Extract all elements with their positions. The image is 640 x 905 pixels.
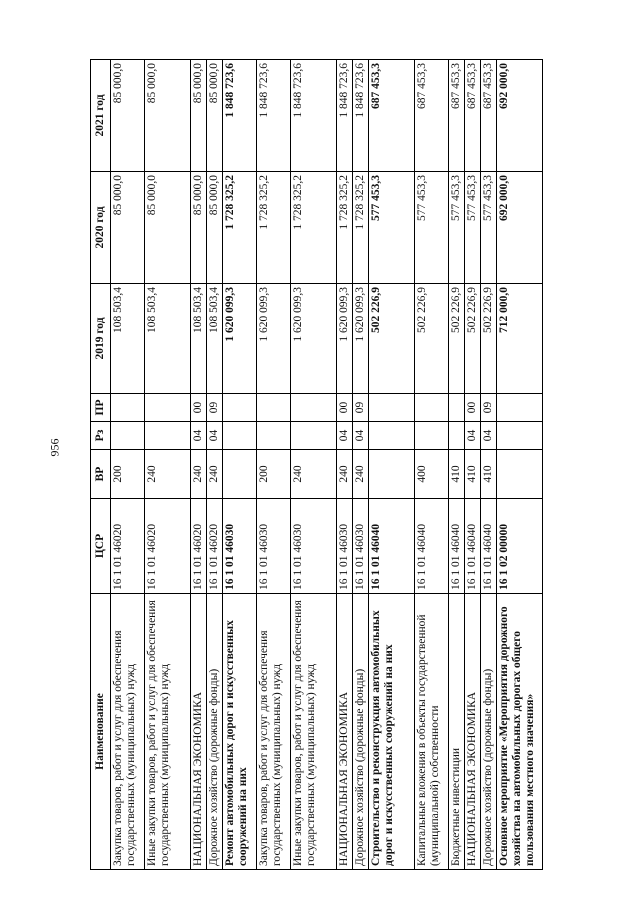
cell-2020: 577 453,3	[465, 172, 481, 284]
cell-rz: 04	[481, 422, 497, 450]
cell-2019: 1 620 099,3	[223, 284, 257, 394]
cell-2020: 1 728 325,2	[223, 172, 257, 284]
header-vr: ВР	[91, 450, 111, 499]
cell-rz: 04	[191, 422, 207, 450]
cell-vr: 240	[191, 450, 207, 499]
cell-2019: 502 226,9	[415, 284, 449, 394]
cell-rz	[223, 422, 257, 450]
cell-name: Дорожное хозяйство (дорожные фонды)	[207, 594, 223, 870]
cell-2020: 85 000,0	[191, 172, 207, 284]
cell-rz: 04	[207, 422, 223, 450]
cell-csr: 16 1 01 46030	[223, 499, 257, 594]
cell-2019: 502 226,9	[449, 284, 465, 394]
cell-vr: 200	[257, 450, 291, 499]
cell-csr: 16 1 01 46030	[353, 499, 369, 594]
cell-2021: 1 848 723,6	[337, 60, 353, 172]
cell-2020: 577 453,3	[449, 172, 465, 284]
cell-vr	[369, 450, 415, 499]
table-row	[497, 60, 543, 870]
cell-name: Иные закупки товаров, работ и услуг для обеспечения государственных (муниципальных) нужд	[145, 594, 191, 870]
cell-2020: 85 000,0	[145, 172, 191, 284]
cell-2021: 687 453,3	[481, 60, 497, 172]
cell-name: Иные закупки товаров, работ и услуг для обеспечения государственных (муниципальных) нужд	[291, 594, 337, 870]
cell-rz	[145, 422, 191, 450]
cell-csr: 16 1 01 46040	[481, 499, 497, 594]
cell-2020: 1 728 325,2	[337, 172, 353, 284]
page-number: 956	[47, 438, 62, 457]
cell-vr: 240	[337, 450, 353, 499]
cell-vr: 410	[481, 450, 497, 499]
cell-pr: 09	[353, 394, 369, 422]
cell-name: Строительство и реконструкция автомобильных дорог и искусственных сооружений на них	[369, 594, 415, 870]
cell-csr: 16 1 01 46040	[415, 499, 449, 594]
cell-vr	[497, 450, 543, 499]
rotated-table-container	[90, 60, 536, 870]
cell-2020: 1 728 325,2	[291, 172, 337, 284]
cell-rz: 04	[353, 422, 369, 450]
cell-2021: 687 453,3	[415, 60, 449, 172]
cell-2020: 577 453,3	[369, 172, 415, 284]
table-row	[415, 60, 449, 870]
cell-csr: 16 1 01 46020	[207, 499, 223, 594]
cell-rz	[257, 422, 291, 450]
cell-2019: 108 503,4	[111, 284, 145, 394]
cell-2021: 85 000,0	[111, 60, 145, 172]
cell-2021: 687 453,3	[369, 60, 415, 172]
cell-vr: 240	[291, 450, 337, 499]
cell-2021: 85 000,0	[191, 60, 207, 172]
table-row	[353, 60, 369, 870]
cell-2019: 1 620 099,3	[257, 284, 291, 394]
cell-name: Дорожное хозяйство (дорожные фонды)	[353, 594, 369, 870]
table-row	[291, 60, 337, 870]
cell-vr: 410	[449, 450, 465, 499]
table-row	[145, 60, 191, 870]
table-row	[207, 60, 223, 870]
cell-csr: 16 1 01 46040	[465, 499, 481, 594]
cell-csr: 16 1 01 46030	[337, 499, 353, 594]
cell-pr: 00	[465, 394, 481, 422]
cell-2020: 577 453,3	[415, 172, 449, 284]
cell-2019: 108 503,4	[145, 284, 191, 394]
table-body	[111, 60, 543, 870]
cell-2021: 692 000,0	[497, 60, 543, 172]
header-2020: 2020 год	[91, 172, 111, 284]
cell-2020: 1 728 325,2	[257, 172, 291, 284]
table-row	[337, 60, 353, 870]
cell-pr: 00	[337, 394, 353, 422]
cell-rz: 04	[465, 422, 481, 450]
cell-pr	[415, 394, 449, 422]
table-row	[449, 60, 465, 870]
cell-vr: 240	[353, 450, 369, 499]
cell-2019: 108 503,4	[207, 284, 223, 394]
cell-pr: 09	[207, 394, 223, 422]
header-csr: ЦСР	[91, 499, 111, 594]
cell-pr	[369, 394, 415, 422]
cell-2019: 1 620 099,3	[337, 284, 353, 394]
cell-rz	[415, 422, 449, 450]
cell-name: Ремонт автомобильных дорог и искусственных сооружений на них	[223, 594, 257, 870]
cell-2019: 1 620 099,3	[353, 284, 369, 394]
cell-2021: 1 848 723,6	[223, 60, 257, 172]
cell-2021: 1 848 723,6	[291, 60, 337, 172]
cell-name: Капитальные вложения в объекты государственной (муниципальной) собственности	[415, 594, 449, 870]
cell-name: Закупка товаров, работ и услуг для обеспечения государственных (муниципальных) нужд	[111, 594, 145, 870]
cell-2020: 692 000,0	[497, 172, 543, 284]
cell-pr	[497, 394, 543, 422]
cell-pr: 09	[481, 394, 497, 422]
cell-name: Бюджетные инвестиции	[449, 594, 465, 870]
cell-2020: 577 453,3	[481, 172, 497, 284]
cell-rz: 04	[337, 422, 353, 450]
cell-rz	[497, 422, 543, 450]
cell-2021: 1 848 723,6	[353, 60, 369, 172]
cell-pr: 00	[191, 394, 207, 422]
table-row	[465, 60, 481, 870]
cell-2019: 1 620 099,3	[291, 284, 337, 394]
cell-csr: 16 1 01 46020	[191, 499, 207, 594]
cell-csr: 16 1 01 46030	[291, 499, 337, 594]
cell-csr: 16 1 01 46040	[369, 499, 415, 594]
cell-csr: 16 1 01 46040	[449, 499, 465, 594]
cell-pr	[291, 394, 337, 422]
cell-2021: 687 453,3	[449, 60, 465, 172]
cell-name: НАЦИОНАЛЬНАЯ ЭКОНОМИКА	[191, 594, 207, 870]
table-row	[257, 60, 291, 870]
cell-vr: 410	[465, 450, 481, 499]
cell-2020: 85 000,0	[111, 172, 145, 284]
cell-2019: 502 226,9	[369, 284, 415, 394]
cell-csr: 16 1 02 00000	[497, 499, 543, 594]
cell-2021: 85 000,0	[145, 60, 191, 172]
cell-pr	[145, 394, 191, 422]
table-row	[191, 60, 207, 870]
cell-vr: 240	[145, 450, 191, 499]
cell-csr: 16 1 01 46020	[111, 499, 145, 594]
table-row	[223, 60, 257, 870]
cell-pr	[257, 394, 291, 422]
cell-name: Закупка товаров, работ и услуг для обеспечения государственных (муниципальных) нужд	[257, 594, 291, 870]
table-header-row	[91, 60, 111, 870]
budget-table	[90, 59, 543, 870]
cell-csr: 16 1 01 46020	[145, 499, 191, 594]
cell-pr	[111, 394, 145, 422]
cell-2019: 502 226,9	[481, 284, 497, 394]
header-name: Наименование	[91, 594, 111, 870]
cell-2020: 1 728 325,2	[353, 172, 369, 284]
cell-vr: 240	[207, 450, 223, 499]
header-2019: 2019 год	[91, 284, 111, 394]
cell-2021: 85 000,0	[207, 60, 223, 172]
cell-2019: 108 503,4	[191, 284, 207, 394]
table-row	[111, 60, 145, 870]
cell-rz	[111, 422, 145, 450]
cell-name: НАЦИОНАЛЬНАЯ ЭКОНОМИКА	[337, 594, 353, 870]
cell-rz	[291, 422, 337, 450]
cell-2019: 712 000,0	[497, 284, 543, 394]
cell-2021: 1 848 723,6	[257, 60, 291, 172]
cell-vr	[223, 450, 257, 499]
cell-2019: 502 226,9	[465, 284, 481, 394]
table-row	[481, 60, 497, 870]
cell-name: НАЦИОНАЛЬНАЯ ЭКОНОМИКА	[465, 594, 481, 870]
header-pr: ПР	[91, 394, 111, 422]
cell-2020: 85 000,0	[207, 172, 223, 284]
cell-pr	[449, 394, 465, 422]
header-rz: Рз	[91, 422, 111, 450]
cell-rz	[369, 422, 415, 450]
cell-csr: 16 1 01 46030	[257, 499, 291, 594]
header-2021: 2021 год	[91, 60, 111, 172]
cell-pr	[223, 394, 257, 422]
cell-vr: 200	[111, 450, 145, 499]
table-row	[369, 60, 415, 870]
cell-rz	[449, 422, 465, 450]
cell-vr: 400	[415, 450, 449, 499]
cell-name: Дорожное хозяйство (дорожные фонды)	[481, 594, 497, 870]
cell-name: Основное мероприятие «Мероприятия дорожного хозяйства на автомобильных дорогах общего пользования местного значения»	[497, 594, 543, 870]
cell-2021: 687 453,3	[465, 60, 481, 172]
